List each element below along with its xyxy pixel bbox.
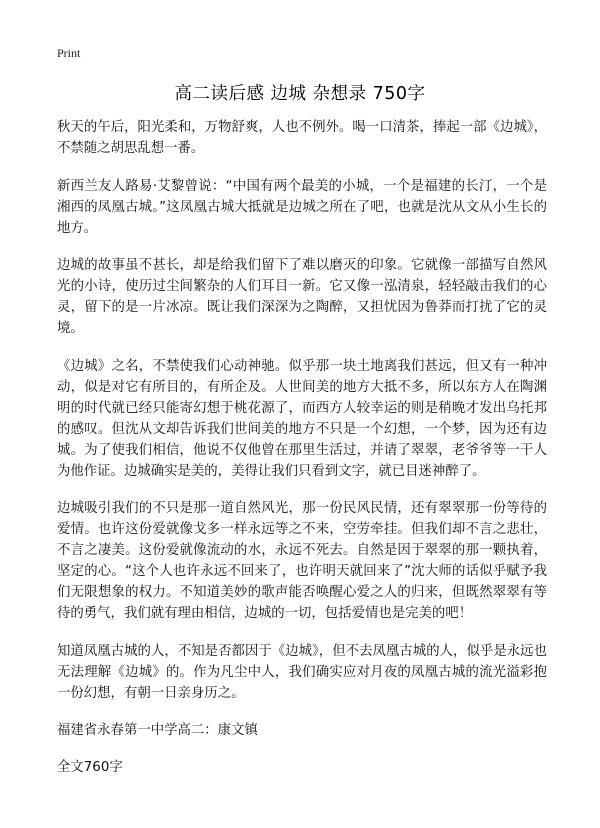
paragraph-5: 边城吸引我们的不只是那一道自然风光，那一份民风民情，还有翠翠那一份等待的爱情。也许这份爱就像戈多一样永远等之不来，空劳牵挂。但我们却不言之悲壮，不言之凄美。这份爱就像流动的水，永远不死去。自然是因于翠翠的那一颗执着，坚定的心。“这个人也许永远不回来了，也许明天就回来了”沈大师的话似乎赋予我们无限想象的权力。不知道美妙的歌声能否唤醒心爱之人的归来，但既然翠翠有等待的勇气，我们就有理由相信，边城的一切，包括爱情也是完美的吧！ bbox=[57, 501, 547, 621]
article-body bbox=[57, 117, 547, 794]
document-title: 高二读后感 边城 杂想录 750字 bbox=[174, 84, 426, 104]
paragraph-3: 边城的故事虽不甚长，却是给我们留下了难以磨灭的印象。它就像一部描写自然风光的小诗，使历过尘间繁杂的人们耳目一新。它又像一泓清泉，轻轻敲击我们的心灵，留下的是一片冰凉。既让我们深深为之陶醉，又担忧因为鲁莽而打扰了它的灵境。 bbox=[57, 258, 547, 336]
word-count: 全文760字 bbox=[57, 760, 123, 775]
paragraph-6: 知道凤凰古城的人，不知是否都因于《边城》，但不去凤凰古城的人，似乎是永远也无法理解《边城》的。作为凡尘中人，我们确实应对月夜的凤凰古城的流光溢彩抱一份幻想，有朝一日亲身历之。 bbox=[57, 643, 547, 701]
author-signature: 福建省永春第一中学高二：康文镇 bbox=[57, 723, 258, 738]
paragraph-4: 《边城》之名，不禁使我们心动神驰。似乎那一块土地离我们甚远，但又有一种冲动，似是对它有所目的，有所企及。人世间美的地方大抵不多，所以东方人在陶渊明的时代就已经只能寄幻想于桃花源了，而西方人较幸运的则是稍晚才发出乌托邦的感叹。但沈从文却告诉我们世间美的地方不只是一个幻想，一个梦，因为还有边城。为了使我们相信，他说不仅他曾在那里生活过，并请了翠翠，老爷爷等一干人为他作证。边城确实是美的，美得让我们只看到文字，就已目迷神醉了。 bbox=[57, 358, 547, 479]
paragraph-2: 新西兰友人路易·艾黎曾说：“中国有两个最美的小城，一个是福建的长汀，一个是湘西的凤凰古城。”这凤凰古城大抵就是边城之所在了吧，也就是沈从文从小生长的地方。 bbox=[57, 178, 547, 236]
paragraph-1: 秋天的午后，阳光柔和，万物舒爽，人也不例外。喝一口清茶，捧起一部《边城》，不禁随之胡思乱想一番。 bbox=[57, 120, 547, 156]
print-link[interactable]: Print bbox=[57, 46, 81, 60]
